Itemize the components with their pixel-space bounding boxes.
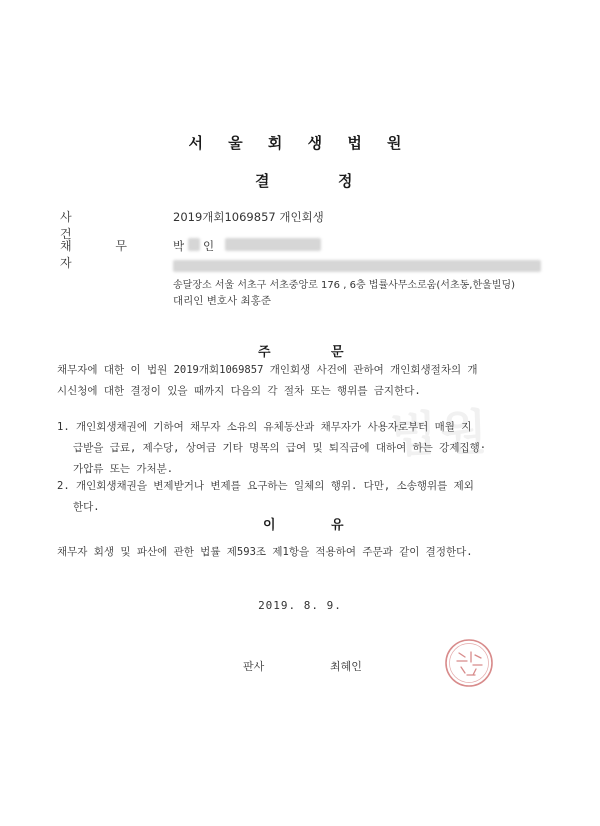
order-item-2-line-1: 2. 개인회생채권을 변제받거나 변제를 요구하는 일체의 행위. 다만, 소송행위를 제외 [57, 480, 474, 492]
order-line-2: 시신청에 대한 결정이 있을 때까지 다음의 각 절차 또는 행위를 금지한다. [57, 385, 421, 397]
order-item-1-line-2: 급받을 급료, 제수당, 상여금 기타 명목의 급여 및 퇴직금에 대하여 하는 강제집행· [73, 442, 487, 454]
debtor-label: 채 무 자 [60, 239, 147, 270]
decision-date: 2019. 8. 9. [258, 599, 342, 612]
agent-line: 대리인 변호사 최홍준 [173, 295, 271, 307]
court-name: 서 울 회 생 법 원 [188, 134, 412, 152]
debtor-name-first: 박 [173, 239, 185, 253]
decision-title-right: 정 [338, 172, 353, 190]
reason-heading-left: 이 [263, 518, 276, 533]
case-label: 사 건 [60, 210, 106, 241]
order-item-1-line-3: 가압류 또는 가처분. [73, 463, 174, 475]
redaction-mark [173, 260, 541, 272]
redaction-mark [188, 238, 200, 251]
reason-heading-right: 유 [331, 518, 344, 533]
reason-text: 채무자 회생 및 파산에 관한 법률 제593조 제1항을 적용하여 주문과 같이 결정한다. [57, 546, 473, 558]
order-item-2-line-2: 한다. [73, 501, 100, 513]
judge-title: 판사 [243, 660, 265, 673]
watermark: 법원 [389, 404, 492, 464]
court-seal-icon [443, 637, 495, 689]
order-heading-left: 주 [258, 345, 271, 360]
debtor-name-last: 인 [203, 239, 215, 253]
order-item-1-line-1: 1. 개인회생채권에 기하여 채무자 소유의 유체동산과 채무자가 사용자로부터 매월 지 [57, 421, 472, 433]
order-heading-right: 문 [331, 345, 344, 360]
redaction-mark [225, 238, 321, 251]
delivery-address: 송달장소 서울 서초구 서초중앙로 176 , 6층 법률사무소로움(서초동,한울빌딩) [173, 280, 515, 291]
decision-title-left: 결 [255, 172, 270, 190]
case-value: 2019개회1069857 개인회생 [173, 210, 324, 224]
order-line-1: 채무자에 대한 이 법원 2019개회1069857 개인회생 사건에 관하여 개인회생절차의 개 [57, 364, 478, 376]
judge-name: 최혜인 [330, 660, 362, 673]
